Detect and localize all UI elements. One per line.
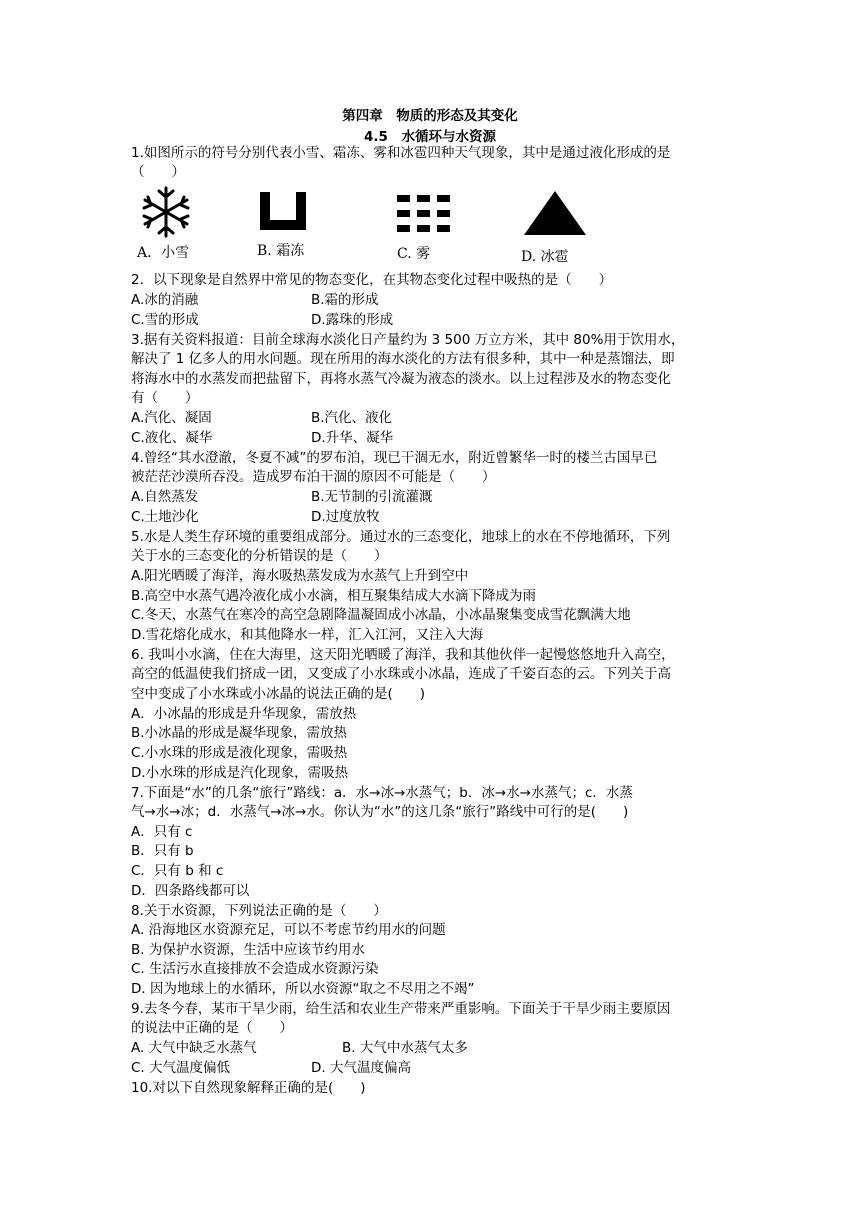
q8-option-a: A. 沿海地区水资源充足，可以不考虑节约用水的问题 [131,922,446,938]
q1-stem-line-1: 1.如图所示的符号分别代表小雪、霜冻、雾和冰雹四种天气现象，其中是通过液化形成的是 [131,145,671,161]
section-title: 4.5 水循环与水资源 [364,129,496,145]
q9-option-b: B. 大气中水蒸气太多 [342,1040,468,1056]
q7-option-d: D．四条路线都可以 [131,883,250,899]
q9-option-d: D. 大气温度偏高 [311,1060,411,1076]
q2-option-c: C.雪的形成 [131,312,199,328]
q5-stem-line-1: 5.水是人类生存环境的重要组成部分。通过水的三态变化，地球上的水在不停地循环，下列 [131,529,671,545]
q3-stem-line-3: 将海水中的水蒸发而把盐留下，再将水蒸气冷凝为液态的淡水。以上过程涉及水的物态变化 [131,371,671,387]
q6-option-c: C.小水珠的形成是液化现象，需吸热 [131,745,348,761]
q1-stem-line-2: （ ） [131,164,185,180]
q3-option-a: A.汽化、凝固 [131,410,212,426]
q5-option-b: B.高空中水蒸气遇冷液化成小水滴，相互聚集结成大水滴下降成为雨 [131,588,537,604]
q4-option-a: A.自然蒸发 [131,489,199,505]
option-c-caption: C. 雾 [397,246,431,262]
q6-stem-line-3: 空中变成了小水珠或小冰晶的说法正确的是( ) [131,686,426,702]
q7-stem-line-1: 7.下面是“水”的几条“旅行”路线：a．水→冰→水蒸气；b．冰→水→水蒸气；c．水蒸 [131,785,633,801]
q7-option-c: C．只有 b 和 c [131,863,224,879]
q3-stem-line-1: 3.据有关资料报道：目前全球海水淡化日产量约为 3 500 万立方米，其中 80%用于饮用水， [131,332,685,348]
q2-option-a: A.冰的消融 [131,292,199,308]
q7-option-a: A．只有 c [131,824,193,840]
q7-stem-line-2: 气→水→冰；d．水蒸气→冰→水。你认为“水”的这几条“旅行”路线中可行的是( ) [131,804,629,820]
q10-stem: 10.对以下自然现象解释正确的是( ) [131,1080,366,1096]
q8-option-b: B. 为保护水资源，生活中应该节约用水 [131,942,365,958]
q6-stem-line-1: 6. 我叫小水滴，住在大海里，这天阳光晒暖了海洋，我和其他伙伴一起慢悠悠地升入高空， [131,647,675,663]
q2-option-d: D.露珠的形成 [311,312,394,328]
q3-option-c: C.液化、凝华 [131,430,213,446]
q6-option-d: D.小水珠的形成是汽化现象，需吸热 [131,765,349,781]
option-d-caption: D. 冰雹 [521,249,569,265]
q5-stem-line-2: 关于水的三态变化的分析错误的是（ ） [131,548,388,564]
q8-option-c: C. 生活污水直接排放不会造成水资源污染 [131,961,379,977]
q3-option-b: B.汽化、液化 [311,410,393,426]
q7-option-b: B．只有 b [131,843,194,859]
q6-option-b: B.小冰晶的形成是凝华现象，需放热 [131,725,348,741]
q9-option-c: C. 大气温度偏低 [131,1060,231,1076]
option-b-caption: B. 霜冻 [257,243,305,259]
q4-option-b: B.无节制的引流灌溉 [311,489,433,505]
q3-option-d: D.升华、凝华 [311,430,394,446]
option-a-caption: A．小雪 [137,245,190,261]
hail-icon [522,189,588,237]
snowflake-icon [140,186,192,238]
q9-option-a: A. 大气中缺乏水蒸气 [131,1040,257,1056]
q6-option-a: A．小冰晶的形成是升华现象，需放热 [131,706,357,722]
q5-option-c: C.冬天，水蒸气在寒冷的高空急剧降温凝固成小冰晶，小冰晶聚集变成雪花飘满大地 [131,607,631,623]
q4-option-c: C.土地沙化 [131,509,199,525]
q4-stem-line-2: 被茫茫沙漠所吞没。造成罗布泊干涸的原因不可能是（ ） [131,469,496,485]
q8-stem: 8.关于水资源，下列说法正确的是（ ） [131,903,387,919]
q6-stem-line-2: 高空的低温使我们挤成一团，又变成了小水珠或小冰晶，连成了千姿百态的云。下列关于高 [131,666,671,682]
q2-stem: 2．以下现象是自然界中常见的物态变化，在其物态变化过程中吸热的是（ ） [131,272,613,288]
q9-stem-line-2: 的说法中正确的是（ ） [131,1020,293,1036]
q5-option-a: A.阳光晒暖了海洋，海水吸热蒸发成为水蒸气上升到空中 [131,568,469,584]
q2-option-b: B.霜的形成 [311,292,379,308]
q4-stem-line-1: 4.曾经“其水澄澈，冬夏不减”的罗布泊，现已干涸无水，附近曾繁华一时的楼兰古国早已 [131,450,658,466]
q9-stem-line-1: 9.去冬今春，某市干旱少雨，给生活和农业生产带来严重影响。下面关于干旱少雨主要原因 [131,1001,671,1017]
frost-icon [258,190,308,232]
q3-stem-line-2: 解决了 1 亿多人的用水问题。现在所用的海水淡化的方法有很多种，其中一种是蒸馏法，即 [131,351,675,367]
q5-option-d: D.雪花熔化成水，和其他降水一样，汇入江河，又注入大海 [131,627,484,643]
q3-stem-line-4: 有（ ） [131,390,199,406]
q4-option-d: D.过度放牧 [311,509,380,525]
fog-icon [397,195,451,233]
chapter-title: 第四章 物质的形态及其变化 [342,108,518,124]
q8-option-d: D. 因为地球上的水循环，所以水资源“取之不尽用之不竭” [131,981,475,997]
